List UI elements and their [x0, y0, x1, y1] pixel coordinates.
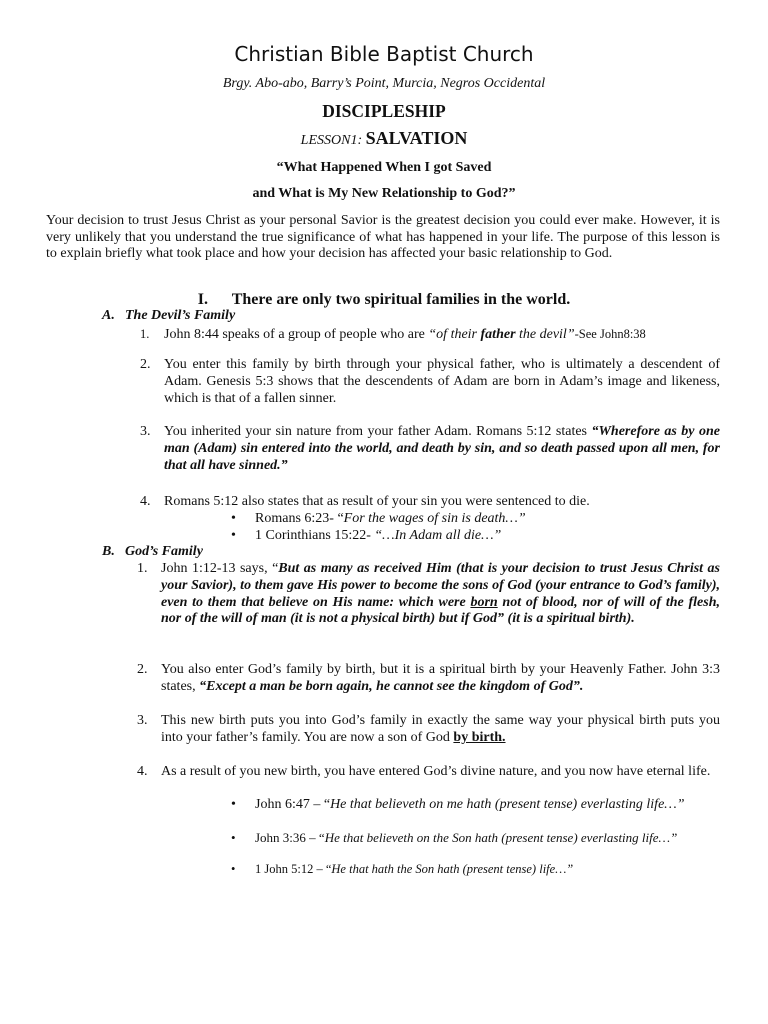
list-item — [137, 713, 720, 747]
item-number: 4. — [140, 494, 151, 509]
list-item — [137, 662, 720, 696]
bullet-quote: He that believeth on me hath (present tense) everlasting life…” — [330, 797, 685, 812]
bullet-reference: 1 Corinthians 15:22- — [255, 528, 375, 543]
item-quote: “Wherefore as by one man (Adam) sin entered into the world, and death by sin, and so death passed upon all men, for that all have sinned.” — [164, 424, 720, 473]
subsection-gods-family — [102, 544, 203, 561]
item-number: 2. — [140, 357, 151, 372]
bullet-reference: 1 John 5:12 – “ — [255, 862, 332, 876]
section-heading — [0, 290, 768, 310]
bullet-icon: • — [231, 862, 236, 876]
item-text: Romans 5:12 also states that as result of your sin you were sentenced to die. — [164, 494, 590, 509]
lesson-label: LESSON1: — [300, 133, 363, 148]
item-number: 1. — [140, 327, 150, 341]
church-address: Brgy. Abo-abo, Barry’s Point, Murcia, Negros Occidental — [222, 76, 546, 91]
item-number: 2. — [137, 662, 148, 677]
item-number: 4. — [137, 764, 148, 779]
subsection-title: God’s Family — [125, 544, 203, 559]
bullet-reference: John 6:47 – “ — [255, 797, 331, 812]
lesson-question-line2: and What is My New Relationship to God?” — [252, 186, 516, 201]
item-number: 3. — [140, 424, 151, 439]
item-text: John 1:12-13 says, “ — [161, 561, 279, 576]
bullet-quote: He that hath the Son hath (present tense) life…” — [331, 862, 574, 876]
bullet-reference: John 3:36 – “ — [255, 830, 325, 845]
list-item — [140, 357, 720, 407]
item-text: You also enter God’s family by birth, but it is a spiritual birth by your Heavenly Father. John 3:3 states, — [161, 662, 720, 694]
item-number: 1. — [137, 561, 148, 576]
church-name: Christian Bible Baptist Church — [234, 42, 534, 66]
list-item — [140, 424, 720, 474]
item-text: John 8:44 speaks of a group of people who are — [164, 327, 429, 342]
item-emphasis: by birth. — [453, 729, 506, 745]
subsection-title: The Devil’s Family — [125, 308, 236, 323]
item-reference: -See John8:38 — [574, 327, 646, 341]
bullet-item — [231, 797, 720, 814]
item-text: As a result of you new birth, you have entered God’s divine nature, and you now have eternal life. — [161, 764, 711, 779]
bullet-icon: • — [231, 511, 236, 526]
bullet-quote: He that believeth on the Son hath (present tense) everlasting life…” — [324, 830, 678, 845]
list-item — [140, 326, 724, 344]
item-quote-emphasis: father — [480, 327, 516, 342]
item-quote: the devil” — [515, 327, 575, 342]
lesson-question-line1: “What Happened When I got Saved — [276, 160, 492, 175]
section-number: I. — [197, 291, 208, 308]
item-text: You inherited your sin nature from your father Adam. Romans 5:12 states — [164, 424, 592, 439]
section-title: There are only two spiritual families in the world. — [231, 291, 571, 308]
item-text: You enter this family by birth through your physical father, who is ultimately a descendent of Adam. Genesis 5:3 shows that the descendents of Adam are born in Adam’s image and likeness, which is that of a fallen sinner. — [164, 357, 720, 406]
item-quote: “of their — [428, 327, 481, 342]
bullet-icon: • — [231, 797, 236, 812]
bullet-icon: • — [231, 528, 236, 543]
item-quote: not of blood, nor of will of the flesh, nor of the will of man (it is not a physical birth) but if God” (it is a spiritual birth). — [161, 594, 720, 627]
item-text: This new birth puts you into God’s family in exactly the same way your physical birth puts you into your father’s family. You are now a son of God — [161, 713, 720, 745]
subsection-devils-family — [102, 308, 235, 325]
item-number: 3. — [137, 713, 148, 728]
bullet-item — [231, 861, 720, 878]
list-item — [137, 561, 720, 628]
bullet-quote: For the wages of sin is death…” — [343, 511, 526, 526]
bullet-item — [231, 830, 720, 847]
item-quote: “Except a man be born again, he cannot see the kingdom of God”. — [199, 678, 584, 694]
bullet-reference: Romans 6:23- “ — [255, 511, 344, 526]
lesson-title: SALVATION — [365, 128, 468, 148]
list-item — [137, 764, 720, 781]
bullet-icon: • — [231, 830, 236, 845]
subsection-letter: B. — [102, 544, 115, 559]
item-quote-underlined: born — [470, 594, 498, 610]
item-quote: But as many as received Him (that is your decision to trust Jesus Christ as your Savior), to them gave His power to become the sons of God (your entrance to God’s family), even to them that believe on His name: which were — [161, 561, 720, 610]
lesson-heading — [0, 130, 768, 150]
bullet-quote: “…In Adam all die…” — [374, 528, 502, 543]
document-title: DISCIPLESHIP — [322, 101, 446, 121]
subsection-letter: A. — [102, 308, 115, 323]
bullet-item — [231, 528, 725, 545]
bullet-item — [231, 511, 725, 528]
list-item — [140, 494, 720, 511]
intro-paragraph: Your decision to trust Jesus Christ as your personal Savior is the greatest decision you could ever make. However, it is very unlikely that you understand the true significance of what has happened in your life. The purpose of this lesson is to explain briefly what took place and how your decision has affected your basic relationship to God. — [46, 213, 720, 261]
